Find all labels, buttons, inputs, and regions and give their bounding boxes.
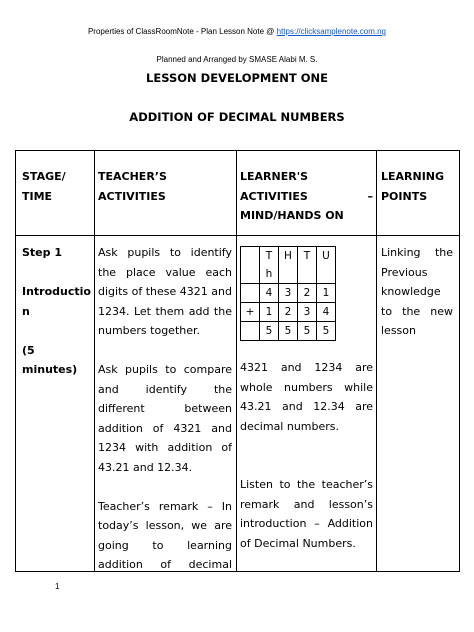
document-subtitle: ADDITION OF DECIMAL NUMBERS	[129, 110, 345, 124]
place-value-cell: +	[241, 303, 260, 322]
place-value-row	[241, 322, 336, 341]
column-divider	[376, 151, 377, 571]
stage-time-line1: (5	[22, 343, 35, 357]
learner-activity-2: Listen to the teacher’s remark and lesson’s introduction – Addition of Decimal Numbers.	[240, 478, 373, 550]
place-value-table	[240, 246, 336, 341]
place-value-cell: 5	[317, 322, 336, 341]
column-divider	[94, 151, 95, 571]
header-stage-time	[22, 167, 88, 206]
teacher-activity-1: Ask pupils to identify the place value each digits of these 4321 and 1234. Let them add the numbers together.	[98, 246, 232, 337]
teacher-activities-cell	[98, 243, 232, 569]
place-value-cell: H	[279, 247, 298, 284]
header-properties-text: Properties of ClassRoomNote - Plan Lesson Note @	[87, 27, 277, 36]
header-teacher-activities	[98, 167, 230, 206]
header-activities-label: ACTIVITIES	[98, 189, 166, 203]
place-value-cell: 4	[317, 303, 336, 322]
place-value-cell: 5	[260, 322, 279, 341]
place-value-cell: 2	[298, 284, 317, 303]
place-value-cell: 1	[260, 303, 279, 322]
place-value-cell	[241, 322, 260, 341]
column-divider	[236, 151, 237, 571]
place-value-row	[241, 284, 336, 303]
header-properties-line	[0, 27, 474, 36]
header-learning-label: LEARNING	[381, 170, 445, 183]
header-mind-hands-label: MIND/HANDS ON	[240, 209, 344, 222]
place-value-row	[241, 247, 336, 284]
header-properties-link[interactable]: https://clicksamplenote.com.ng	[276, 27, 387, 36]
teacher-activity-2: Ask pupils to compare and identify the different between addition of 4321 and 1234 with addition of 43.21 and 12.34.	[98, 363, 232, 474]
header-learning-points	[381, 167, 453, 206]
place-value-cell: 1	[317, 284, 336, 303]
header-learner-activities	[240, 167, 373, 226]
header-points-label: POINTS	[381, 189, 428, 203]
place-value-cell: 5	[298, 322, 317, 341]
header-stage-label: STAGE/	[22, 170, 66, 183]
page-number: 1	[55, 582, 60, 591]
stage-name-line2: n	[22, 304, 30, 318]
learner-activity-1: 4321 and 1234 are whole numbers while 43.21 and 12.34 are decimal numbers.	[240, 361, 373, 433]
place-value-cell: 4	[260, 284, 279, 303]
header-teacher-label: TEACHER’S	[98, 170, 167, 183]
document-title: LESSON DEVELOPMENT ONE	[146, 71, 328, 85]
place-value-cell	[241, 247, 260, 284]
place-value-cell: 3	[298, 303, 317, 322]
header-planned-by: Planned and Arranged by SMASE Alabi M. S.	[156, 55, 318, 64]
place-value-cell: 3	[279, 284, 298, 303]
lesson-table	[15, 150, 460, 572]
stage-step: Step 1	[22, 246, 62, 259]
header-learner-label: LEARNER'S	[240, 170, 308, 183]
place-value-cell: 5	[279, 322, 298, 341]
place-value-cell: U	[317, 247, 336, 284]
place-value-cell: 2	[279, 303, 298, 322]
stage-cell	[22, 243, 91, 380]
stage-name-line1: Introductio	[22, 285, 91, 298]
header-learner-line2	[240, 187, 373, 207]
teacher-remark: Teacher’s remark – In today’s lesson, we are going to learning addition of decimal	[98, 499, 232, 569]
place-value-cell: T	[298, 247, 317, 284]
stage-time-line2: minutes)	[22, 363, 78, 376]
header-learner-dash: –	[367, 189, 373, 203]
learning-points-text: Linking the Previous knowledge to the new lesson	[381, 246, 453, 337]
header-learner-activities-label: ACTIVITIES	[240, 189, 308, 203]
place-value-cell	[241, 284, 260, 303]
place-value-cell: T h	[260, 247, 279, 284]
place-value-row	[241, 303, 336, 322]
header-row-divider	[16, 235, 459, 236]
header-time-label: TIME	[22, 189, 53, 203]
